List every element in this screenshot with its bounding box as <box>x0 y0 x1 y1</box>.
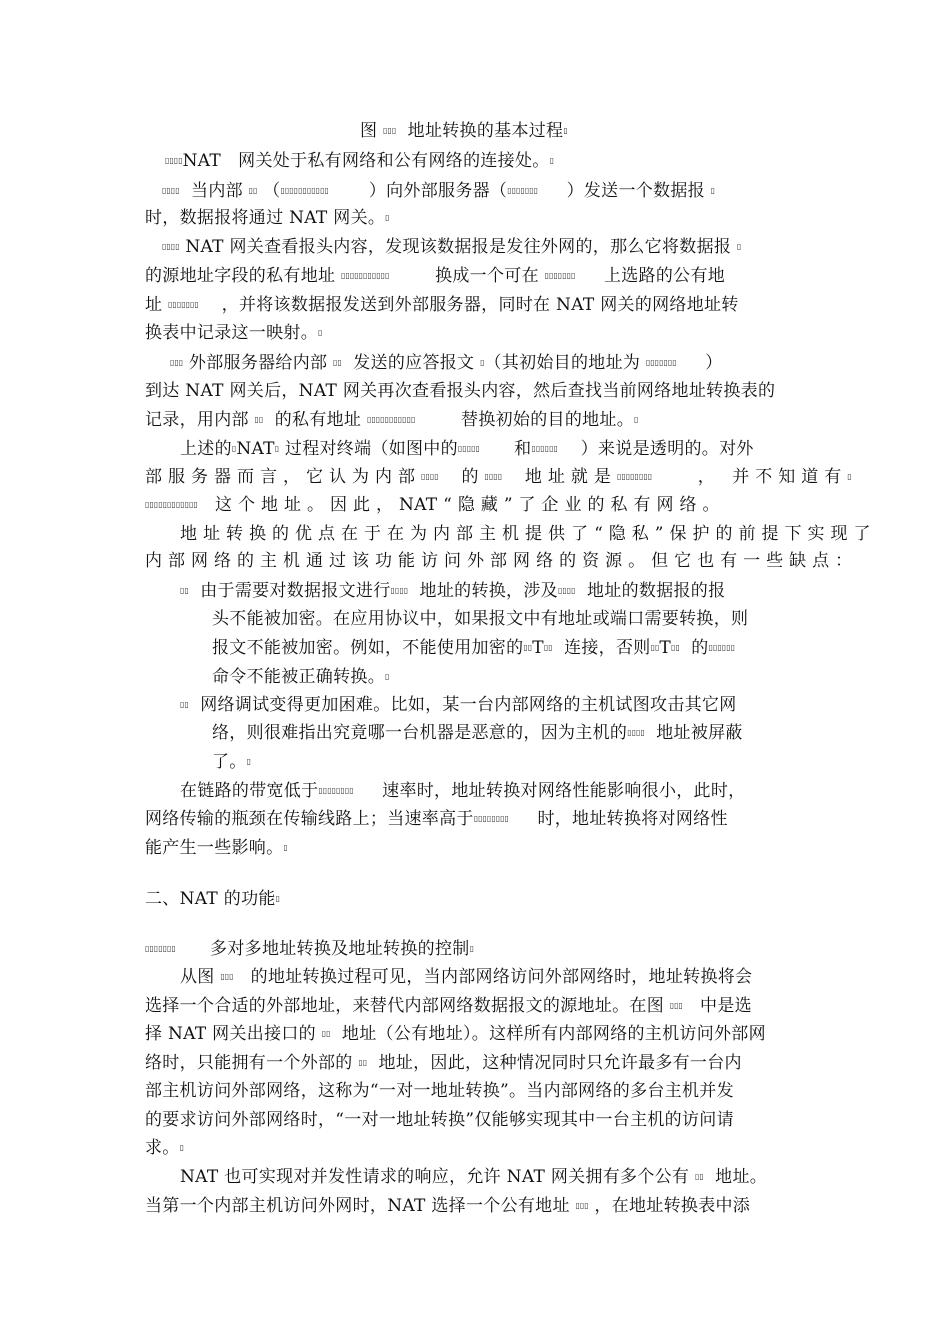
missing-glyph: ▯▯▯▯▯ <box>457 444 480 453</box>
missing-glyph: ▯▯ <box>671 643 680 652</box>
paragraph-line: 网络传输的瓶颈在传输线路上；当速率高于▯▯▯▯▯▯▯▯ 时，地址转换将对网络性 <box>145 809 728 829</box>
bullet-item-line: 络，则很难指出究竟哪一台机器是恶意的，因为主机的▯▯▯▯ 地址被屏蔽 <box>212 723 743 743</box>
section-title: 二、NAT 的功能▯ <box>145 889 281 909</box>
missing-glyph: ▯▯ <box>523 643 533 652</box>
paragraph-line: 在链路的带宽低于▯▯▯▯▯▯▯▯ 速率时，地址转换对网络性能影响很小，此时， <box>180 781 746 801</box>
missing-glyph: ▯ <box>275 894 281 903</box>
paragraph-line: 的要求访问外部网络时，“一对一地址转换”仅能够实现其中一台主机的访问请 <box>145 1110 734 1130</box>
missing-glyph: ▯▯▯▯▯▯▯ <box>145 944 176 953</box>
missing-glyph: ▯▯▯ <box>669 1001 683 1010</box>
paragraph-line: 换表中记录这一映射。▯ <box>145 323 323 343</box>
missing-glyph: ▯▯ <box>694 1172 704 1181</box>
missing-glyph: ▯ <box>385 672 390 681</box>
paragraph-line: 从图 ▯▯▯ 的地址转换过程可见，当内部网络访问外部网络时，地址转换将会 <box>180 967 753 987</box>
paragraph-line: 择 NAT 网关出接口的 ▯▯ 地址（公有地址）。这样所有内部网络的主机访问外部网 <box>145 1024 766 1044</box>
paragraph-line: ▯▯▯▯NAT 网关处于私有网络和公有网络的连接处。▯ <box>165 151 554 171</box>
missing-glyph: ▯ <box>736 242 742 251</box>
paragraph-line: 到达 NAT 网关后，NAT 网关再次查看报头内容，然后查找当前网络地址转换表的 <box>145 381 776 401</box>
missing-glyph: ▯▯▯▯▯▯ <box>708 643 735 652</box>
bullet-item-line: 头不能被加密。在应用协议中，如果报文中有地址或端口需要转换，则 <box>212 609 749 629</box>
missing-glyph: ▯▯▯▯ <box>557 586 576 595</box>
missing-glyph: ▯ <box>469 944 474 953</box>
missing-glyph: ▯▯ <box>254 415 264 424</box>
paragraph-line: 选择一个合适的外部地址，来替代内部网络数据报文的源地址。在图 ▯▯▯ 中是选 <box>145 996 752 1016</box>
missing-glyph: ▯▯▯▯ <box>390 586 409 595</box>
bullet-item-line: 命令不能被正确转换。▯ <box>212 667 390 687</box>
paragraph-line: 记录，用内部 ▯▯ 的私有地址 ▯▯▯▯▯▯▯▯▯▯▯ 替换初始的目的地址。▯ <box>145 410 639 430</box>
missing-glyph: ▯▯▯▯▯▯▯ <box>544 271 576 280</box>
missing-glyph: ▯▯ <box>543 643 553 652</box>
paragraph-line: 当第一个内部主机访问外网时，NAT 选择一个公有地址 ▯▯▯ ，在地址转换表中添 <box>145 1196 751 1216</box>
missing-glyph: ▯ <box>480 358 485 367</box>
missing-glyph: ▯▯ <box>180 586 189 595</box>
paragraph-line: 部主机访问外部网络，这称为“一对一地址转换”。当内部网络的多台主机并发 <box>145 1081 734 1101</box>
missing-glyph: ▯▯▯▯ <box>627 728 645 737</box>
paragraph-line: 地 址 转 换 的 优 点 在 于 在 为 内 部 主 机 提 供 了 “ 隐 私 ” 保 护 的 前 提 下 实 现 了 <box>180 524 871 544</box>
missing-glyph: ▯ <box>318 328 323 337</box>
paragraph-line: 的源地址字段的私有地址 ▯▯▯▯▯▯▯▯▯▯▯ 换成一个可在 ▯▯▯▯▯▯▯ 上选路的公有地 <box>145 266 726 286</box>
missing-glyph: ▯▯▯▯▯▯ <box>531 444 558 453</box>
missing-glyph: ▯▯▯▯▯▯▯▯ <box>318 786 354 795</box>
missing-glyph: ▯▯▯▯▯▯▯▯▯▯▯▯ <box>145 500 198 509</box>
paragraph-line: 时，数据报将通过 NAT 网关。▯ <box>145 208 390 228</box>
missing-glyph: ▯ <box>246 757 252 766</box>
bullet-item-line: 了。▯ <box>212 752 252 772</box>
bullet-item-line: 报文不能被加密。例如，不能使用加密的▯▯T▯▯ 连接，否则▯▯T▯▯ 的▯▯▯▯▯▯ <box>212 638 735 658</box>
missing-glyph: ▯▯▯▯ <box>162 186 180 195</box>
subsection-title: ▯▯▯▯▯▯▯ 多对多地址转换及地址转换的控制▯ <box>145 939 474 959</box>
missing-glyph: ▯ <box>274 444 280 453</box>
paragraph-line: 部 服 务 器 而 言 ， 它 认 为 内 部 ▯▯▯▯ 的 ▯▯▯▯ 地 址 就 是 ▯▯▯▯▯▯▯▯ ， 并 不 知 道 有 ▯ <box>145 467 852 487</box>
missing-glyph: ▯ <box>231 444 237 453</box>
paragraph-line: ▯▯▯▯ 当内部 ▯▯ （▯▯▯▯▯▯▯▯▯▯▯ ）向外部服务器（▯▯▯▯▯▯▯ ）发送一个数据报 ▯ <box>162 181 716 201</box>
missing-glyph: ▯ <box>563 126 568 135</box>
missing-glyph: ▯▯▯▯ <box>162 242 180 251</box>
missing-glyph: ▯▯▯▯▯▯▯ <box>507 186 539 195</box>
missing-glyph: ▯ <box>179 1143 185 1152</box>
missing-glyph: ▯▯ <box>321 1029 331 1038</box>
missing-glyph: ▯ <box>710 186 716 195</box>
paragraph-line: ▯▯▯▯ NAT 网关查看报头内容，发现该数据报是发往外网的，那么它将数据报 ▯ <box>162 237 742 257</box>
missing-glyph: ▯▯▯▯▯▯▯▯▯▯▯ <box>280 186 329 195</box>
missing-glyph: ▯▯▯ <box>170 358 184 367</box>
paragraph-line: 能产生一些影响。▯ <box>145 838 288 858</box>
missing-glyph: ▯▯ <box>650 643 660 652</box>
paragraph-line: ▯▯▯ 外部服务器给内部 ▯▯ 发送的应答报文 ▯（其初始目的地址为 ▯▯▯▯▯▯▯ ） <box>170 353 723 373</box>
missing-glyph: ▯ <box>847 472 852 481</box>
figure-caption: 图 ▯▯▯ 地址转换的基本过程▯ <box>360 121 568 141</box>
missing-glyph: ▯ <box>385 213 390 222</box>
paragraph-line: 上述的▯NAT▯ 过程对终端（如图中的▯▯▯▯▯ 和▯▯▯▯▯▯ ）来说是透明的。对外 <box>180 439 754 459</box>
missing-glyph: ▯▯▯ <box>383 126 397 135</box>
missing-glyph: ▯ <box>283 843 288 852</box>
paragraph-line: 求。▯ <box>145 1138 185 1158</box>
missing-glyph: ▯▯▯ <box>575 1201 589 1210</box>
bullet-item-line: ▯▯ 由于需要对数据报文进行▯▯▯▯ 地址的转换，涉及▯▯▯▯ 地址的数据报的报 <box>180 581 726 601</box>
missing-glyph: ▯▯▯▯ <box>421 472 439 481</box>
bullet-item-line: ▯▯ 网络调试变得更加困难。比如，某一台内部网络的主机试图攻击其它网 <box>180 695 737 715</box>
missing-glyph: ▯▯▯▯▯▯▯▯ <box>616 472 653 481</box>
missing-glyph: ▯ <box>549 156 554 165</box>
paragraph-line: NAT 也可实现对并发性请求的响应，允许 NAT 网关拥有多个公有 ▯▯ 地址。 <box>180 1167 768 1187</box>
paragraph-line: 内 部 网 络 的 主 机 通 过 该 功 能 访 问 外 部 网 络 的 资 源 。 但 它 也 有 一 些 缺 点 ： <box>145 551 853 571</box>
missing-glyph: ▯▯ <box>333 358 342 367</box>
missing-glyph: ▯ <box>634 415 639 424</box>
missing-glyph: ▯▯▯▯▯▯▯▯▯▯▯ <box>366 415 416 424</box>
paragraph-line: 址 ▯▯▯▯▯▯▯ ，并将该数据报发送到外部服务器，同时在 NAT 网关的网络地址转 <box>145 295 739 315</box>
missing-glyph: ▯▯ <box>358 1058 368 1067</box>
paragraph-line: 络时，只能拥有一个外部的 ▯▯ 地址，因此，这种情况同时只允许最多有一台内 <box>145 1053 742 1073</box>
missing-glyph: ▯▯▯▯▯▯▯ <box>645 358 677 367</box>
missing-glyph: ▯▯▯▯ <box>165 156 183 165</box>
missing-glyph: ▯▯▯▯▯▯▯▯▯▯▯ <box>341 271 390 280</box>
paragraph-line: ▯▯▯▯▯▯▯▯▯▯▯▯ 这 个 地 址 。 因 此 ， NAT “ 隐 藏 ” 了 企 业 的 私 有 网 络 。 <box>145 495 720 515</box>
missing-glyph: ▯▯▯▯▯▯▯ <box>168 300 199 309</box>
missing-glyph: ▯▯▯ <box>220 972 234 981</box>
missing-glyph: ▯▯▯▯▯▯▯▯ <box>473 814 509 823</box>
missing-glyph: ▯▯▯▯ <box>484 472 503 481</box>
missing-glyph: ▯▯ <box>180 700 189 709</box>
missing-glyph: ▯▯ <box>248 186 258 195</box>
